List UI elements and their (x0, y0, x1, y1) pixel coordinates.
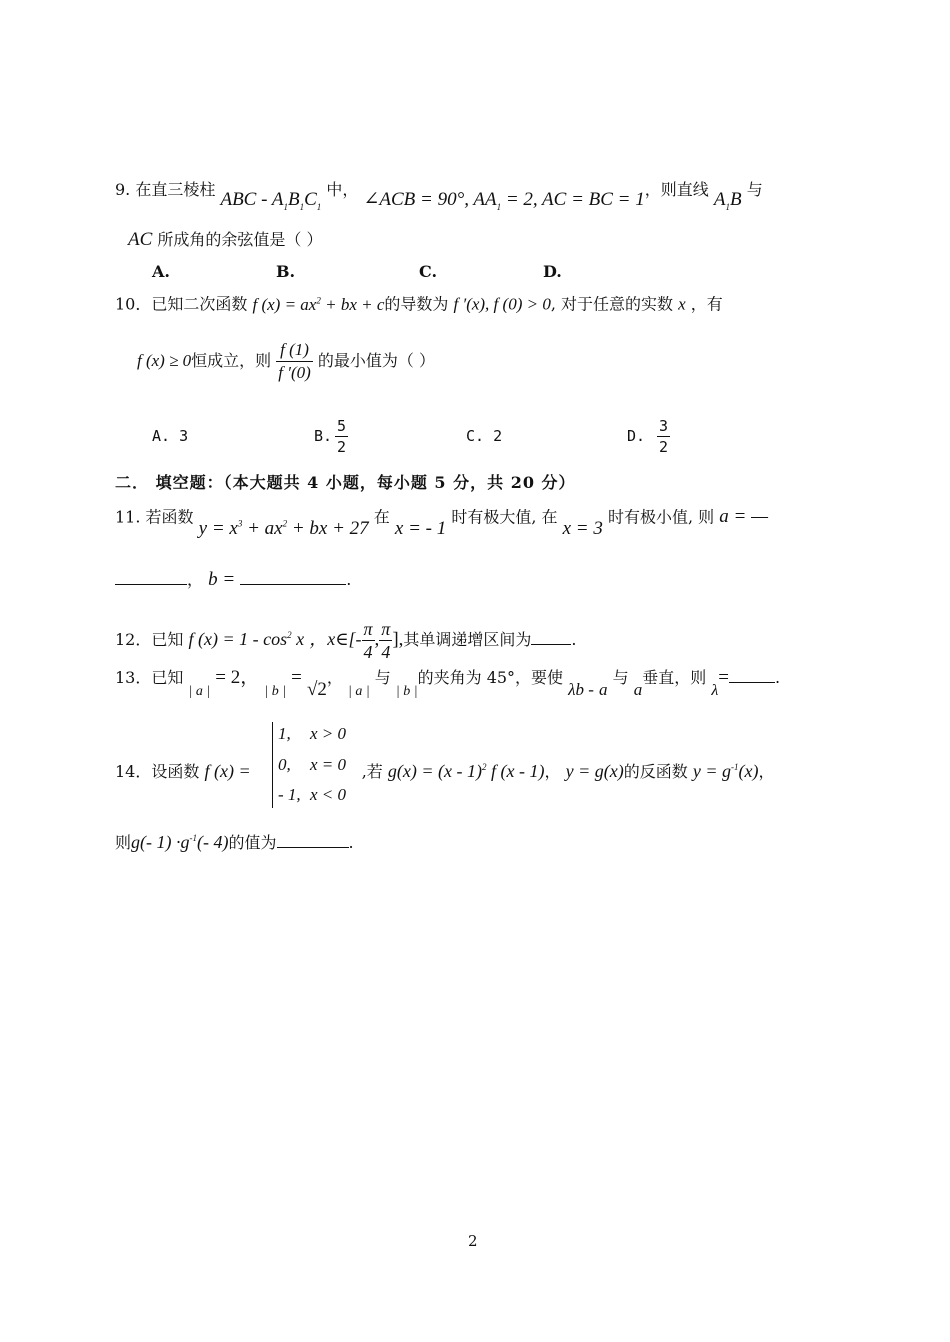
case-2-value: 0, (278, 755, 291, 774)
answer-a: a = — (719, 506, 768, 528)
q10-option-a: A. 3 (152, 427, 189, 445)
blank-value[interactable] (277, 847, 349, 848)
q10-option-c: C. 2 (466, 427, 503, 445)
blank-lambda[interactable] (729, 682, 775, 683)
blank-b[interactable] (240, 584, 346, 585)
question-11-line-2: ， b = . (115, 568, 837, 592)
quadratic-function: f $(x) = ax^2$ + bx + c (252, 294, 385, 314)
case-3-condition: x < 0 (310, 785, 347, 804)
q9-option-d: D. (543, 262, 562, 281)
cubic-function: $y = x^3 + ax^2$ + bx + 27 (198, 518, 369, 540)
question-10-line-2: f (x) ≥ 0恒成立，则 $\frac{f (1)}{f '(0)}$ 的最小值为（ ） (137, 340, 435, 382)
blank-interval[interactable] (531, 644, 571, 645)
q9-option-b: B. (276, 262, 296, 281)
angle-condition: ∠ACB = 90°, $AA_1 = 2$, AC = BC = 1 (363, 189, 645, 212)
inverse-function: $y = g^{-1}(x)$ (692, 761, 759, 781)
q10-option-d-fraction: $\frac{3}{2}$ (659, 417, 669, 456)
line-a1b: $A_1B$ (713, 189, 742, 212)
question-9-line-2: AC 所成角的余弦值是（ ） (128, 229, 323, 250)
question-9-line-1: 9. 在直三棱柱 ABC - $A_1B_1C_1$ 中， ∠ACB = 90°, $AA_1 = 2$, AC = BC = 1，则直线 $A_1B$ 与 (115, 180, 763, 212)
case-1-value: 1, (278, 724, 291, 743)
page-number: 2 (468, 1232, 478, 1250)
ratio-fraction: $\frac{f (1)}{f '(0)}$ (278, 340, 311, 382)
question-12: 12．已知 f $(x) = 1 - \cos^2 x$ ，x∈[- $\frac{\pi}{4}$ , $\frac{\pi}{4}$ ],其单调递增区间为 . (115, 619, 577, 662)
q10-option-b-fraction: $\frac{5}{2}$ (337, 417, 347, 456)
question-10-line-1: 10．已知二次函数 f $(x) = ax^2$ + bx + c的导数为 f ′(x), f (0) > 0, 对于任意的实数 x ，有 (115, 294, 723, 314)
derivative-condition: f ′(x), f (0) > 0 (453, 294, 551, 314)
q10-option-b: B. (314, 427, 333, 445)
q10-option-d: D. (627, 427, 646, 445)
question-11-line-1: 11. 若函数 $y = x^3 + ax^2$ + bx + 27 在 x = - 1 时有极大值, 在 x = 3 时有极小值, 则 a = — (115, 506, 768, 540)
g-function: g(x) = (x - 1)$^2$ f (x - 1) (387, 761, 545, 781)
g-expression: g(- $1) \cdot g^{-1}(-$ 4) (131, 832, 229, 852)
question-14-line-2: 则g(- $1) \cdot g^{-1}(-$ 4)的值为 . (115, 832, 354, 852)
pi-over-4-right: $\frac{\pi}{4}$ (381, 619, 391, 662)
q9-option-a: A. (152, 262, 170, 281)
cos-function: f $(x) = 1 - \cos^2 x$ (188, 629, 305, 649)
case-3-value: - 1, (278, 785, 301, 804)
question-14-line-1: 14．设函数 f (x) = ,若 g(x) = (x - 1)$^2$ f (x - 1)， y = g(x)的反函数 $y = g^{-1}(x)$， (115, 761, 775, 781)
question-13: 13．已知 | a | = 2， | b | = √2， | a | 与 | b |的夹角为 45°，要使 λb - a 与 a垂直，则 λ= . (115, 667, 781, 700)
case-1-condition: x > 0 (310, 724, 347, 743)
section-fill-in-blanks: 二． 填空题：（本大题共 4 小题，每小题 5 分，共 20 分） (115, 473, 576, 492)
blank-a[interactable] (115, 584, 187, 585)
case-2-condition: x = 0 (310, 755, 347, 774)
pi-over-4-left: $\frac{\pi}{4}$ (363, 619, 373, 662)
q9-option-c: C. (419, 262, 438, 281)
prism-label: ABC - $A_1B_1C_1$ (220, 189, 322, 212)
